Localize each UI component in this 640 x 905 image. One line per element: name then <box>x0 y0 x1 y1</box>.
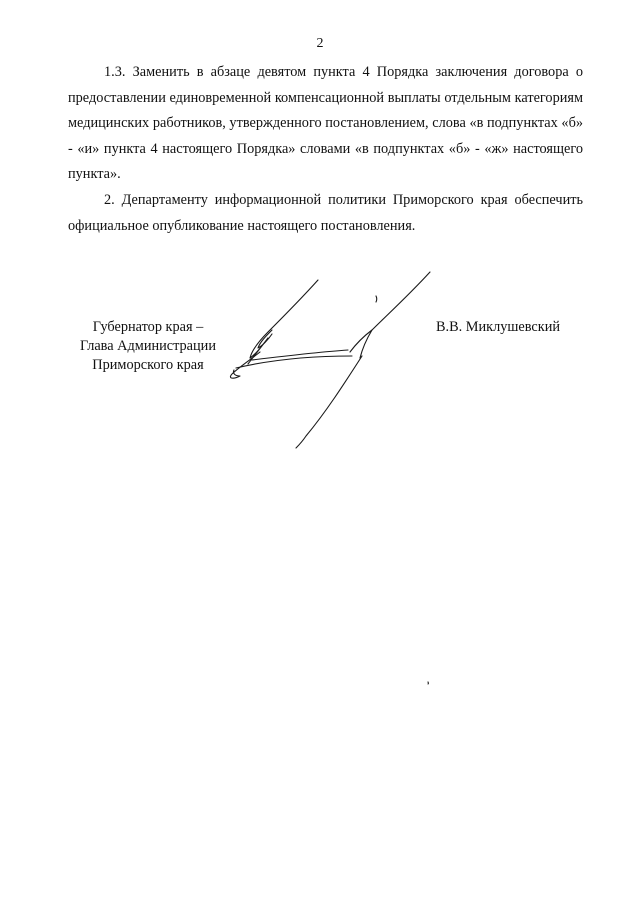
signature-stroke <box>296 356 362 448</box>
position-line: Приморского края <box>92 357 204 373</box>
signer-name: В.В. Миклушевский <box>436 319 561 335</box>
signature-stroke <box>376 296 377 302</box>
paragraph-publication <box>68 188 583 239</box>
signature-stroke <box>230 352 260 378</box>
signature-stroke <box>360 272 430 358</box>
paragraph-amendment <box>68 60 583 188</box>
signature-strokes <box>230 272 430 684</box>
paragraph-publication-text: 2. Департаменту информационной политики Приморского края обеспечить официальное опубликование настоящего постановления. <box>68 192 583 234</box>
position-line: Губернатор края – <box>92 319 204 335</box>
signatory-position <box>68 318 228 375</box>
position-line: Глава Администрации <box>80 338 216 354</box>
signature-stroke <box>248 280 318 364</box>
signature-stroke <box>236 356 352 368</box>
page-number: 2 <box>316 36 324 51</box>
paragraph-amendment-text: 1.3. Заменить в абзаце девятом пункта 4 Порядка заключения договора о предоставлении единовременной компенсационной выплаты отдельным категориям медицинских работников, утвержденного постановлением, слова «в подпунктах «б» - «и» пункта 4 настоящего Порядка» словами «в подпунктах «б» - «ж» настоящего пункта». <box>68 64 583 182</box>
signature-stroke <box>258 330 272 348</box>
signature-stroke <box>252 350 348 360</box>
signature-stroke <box>350 330 372 352</box>
